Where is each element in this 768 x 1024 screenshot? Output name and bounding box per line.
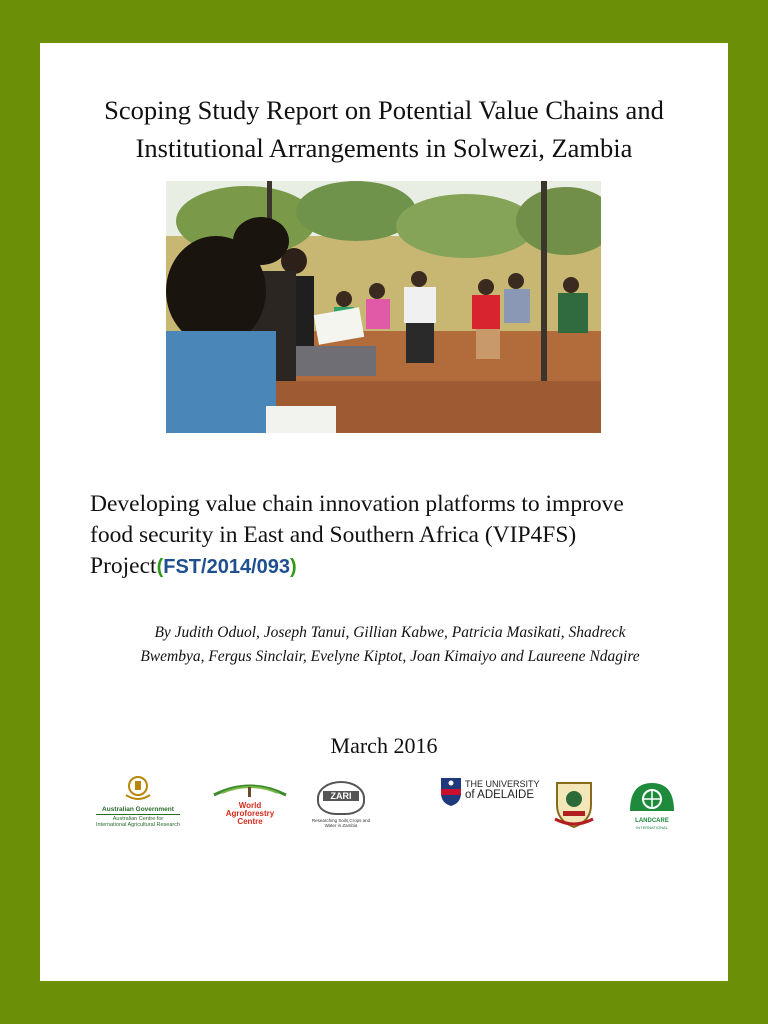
adelaide-line-2: of ADELAIDE [465,789,535,801]
close-paren: ) [290,556,297,578]
globe-icon [624,779,680,813]
project-label: Project [90,553,157,579]
open-paren: ( [156,556,164,578]
crest-icon [553,779,595,829]
university-crest-logo [553,779,595,829]
landcare-line-1: LANDCARE [635,818,669,824]
title-line-1: Scoping Study Report on Potential Value Chains and [104,95,664,125]
shield-icon [440,777,462,807]
authors-line-1: By Judith Oduol, Joseph Tanui, Gillian Kabwe, Patricia Masikati, Shadreck [154,624,626,641]
aciar-line-2: Australian Centre for [112,816,164,822]
wac-line-2: Agroforestry [225,809,275,818]
aciar-logo [88,775,188,835]
adelaide-logo [440,777,540,813]
wac-line-3: Centre [237,817,263,826]
coat-of-arms-icon [88,775,188,801]
subtitle-line-2: food security in East and Southern Africa (VIP4FS) [90,522,577,548]
title-line-2: Institutional Arrangements in Solwezi, Zambia [135,133,633,163]
aciar-line-1: Australian Government [102,806,174,813]
aciar-rule [96,814,180,815]
world-agroforestry-logo [208,781,292,826]
project-code: FST/2014/093 [163,556,290,578]
tree-canopy-icon [208,781,292,797]
project-subtitle [90,489,690,583]
landcare-line-2: INTERNATIONAL [636,825,668,830]
subtitle-line-1: Developing value chain innovation platforms to improve [90,491,624,517]
zari-caption-2: Water in Zambia [324,823,358,828]
zari-caption-1: Researching Soils,Crops and [311,818,371,823]
photo-illustration [166,181,601,433]
report-title [40,91,728,167]
author-list [100,621,680,669]
authors-line-2: Bwembya, Fergus Sinclair, Evelyne Kiptot, Joan Kimaiyo and Laureene Ndagire [140,648,640,665]
zari-logo [306,781,376,833]
wac-line-1: World [238,801,262,810]
report-cover [40,43,728,981]
subtitle-line-3 [90,551,690,583]
publication-date: March 2016 [330,733,438,758]
field-meeting-photo [166,181,601,433]
aciar-line-3: International Agricultural Research [95,822,181,828]
zari-emblem [317,781,365,815]
landcare-logo [624,779,680,830]
zari-badge: ZARI [323,791,359,801]
adelaide-line-1: THE UNIVERSITY [465,779,540,789]
